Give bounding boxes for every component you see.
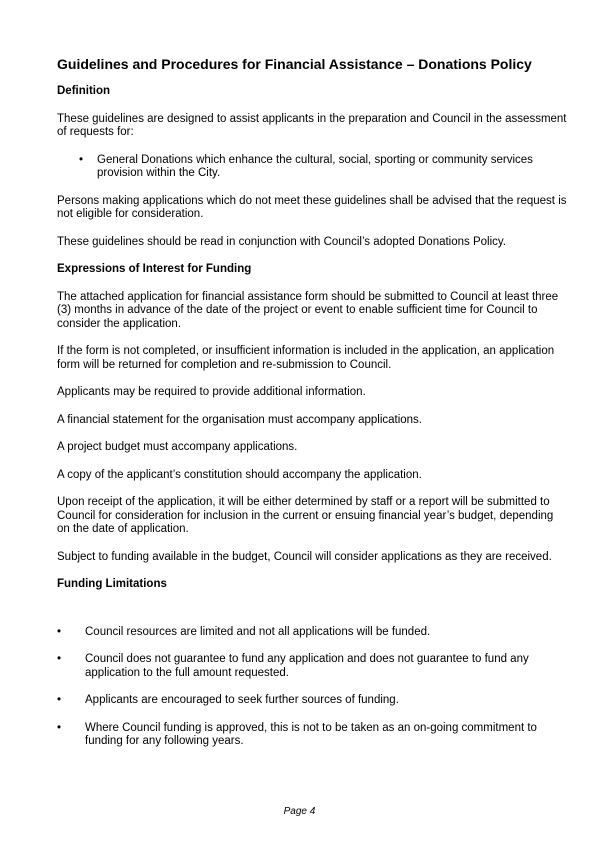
bullet-glyph: • (57, 694, 62, 706)
paragraph: Applicants may be required to provide additional information. (57, 386, 366, 398)
limitations-heading: Funding Limitations (57, 578, 167, 590)
bullet-glyph: • (57, 721, 62, 734)
list-item-text: Where Council funding is approved, this is not to be taken as an on-going commitment to funding for any following years. (85, 721, 537, 747)
expressions-section (57, 263, 567, 564)
paragraph: A financial statement for the organisation must accompany applications. (57, 413, 423, 426)
list-item (57, 653, 567, 680)
list-item-text: General Donations which enhance the cultural, social, sporting or community services provision within the City. (97, 153, 533, 179)
definition-section (57, 85, 567, 249)
list-item (57, 694, 567, 708)
list-item-text: Council resources are limited and not all applications will be funded. (85, 625, 431, 638)
paragraph: Upon receipt of the application, it will be either determined by staff or a report will be submitted to Council for consideration for inclusion in the current or ensuing financial year’s budget, depending on the date of application. (57, 496, 554, 535)
definition-intro: These guidelines are designed to assist applicants in the preparation and Council in the assessment of requests for: (57, 112, 567, 138)
paragraph: Subject to funding available in the budget, Council will consider applications as they are received. (57, 550, 552, 563)
bullet-glyph: • (79, 153, 84, 166)
list-item (57, 626, 567, 640)
list-item (57, 722, 567, 749)
definition-paragraph: Persons making applications which do not meet these guidelines shall be advised that the request is not eligible for consideration. (57, 194, 567, 220)
list-item-text: Council does not guarantee to fund any application and does not guarantee to fund any application to the full amount requested. (85, 653, 529, 679)
paragraph: If the form is not completed, or insufficient information is included in the application, an application form will be returned for completion and re-submission to Council. (57, 345, 555, 371)
document-title: Guidelines and Procedures for Financial Assistance – Donations Policy (57, 56, 532, 72)
limitations-list (57, 626, 567, 749)
document-body (57, 85, 567, 763)
expressions-heading: Expressions of Interest for Funding (57, 263, 252, 275)
limitations-section (57, 578, 567, 749)
paragraph: A project budget must accompany applications. (57, 441, 298, 453)
list-item-text: Applicants are encouraged to seek further sources of funding. (85, 694, 399, 706)
paragraph: The attached application for financial assistance form should be submitted to Council at least three (3) months in advance of the date of the project or event to enable sufficient time for Council to consider the application. (57, 290, 559, 330)
page-number: Page 4 (283, 806, 316, 817)
paragraph: A copy of the applicant’s constitution should accompany the application. (57, 468, 422, 481)
list-item (57, 154, 567, 181)
definition-list (57, 154, 567, 181)
bullet-glyph: • (57, 625, 62, 638)
definition-heading: Definition (57, 85, 111, 97)
bullet-glyph: • (57, 653, 62, 665)
definition-paragraph: These guidelines should be read in conjunction with Council’s adopted Donations Policy. (57, 235, 506, 248)
spacer (57, 606, 567, 626)
